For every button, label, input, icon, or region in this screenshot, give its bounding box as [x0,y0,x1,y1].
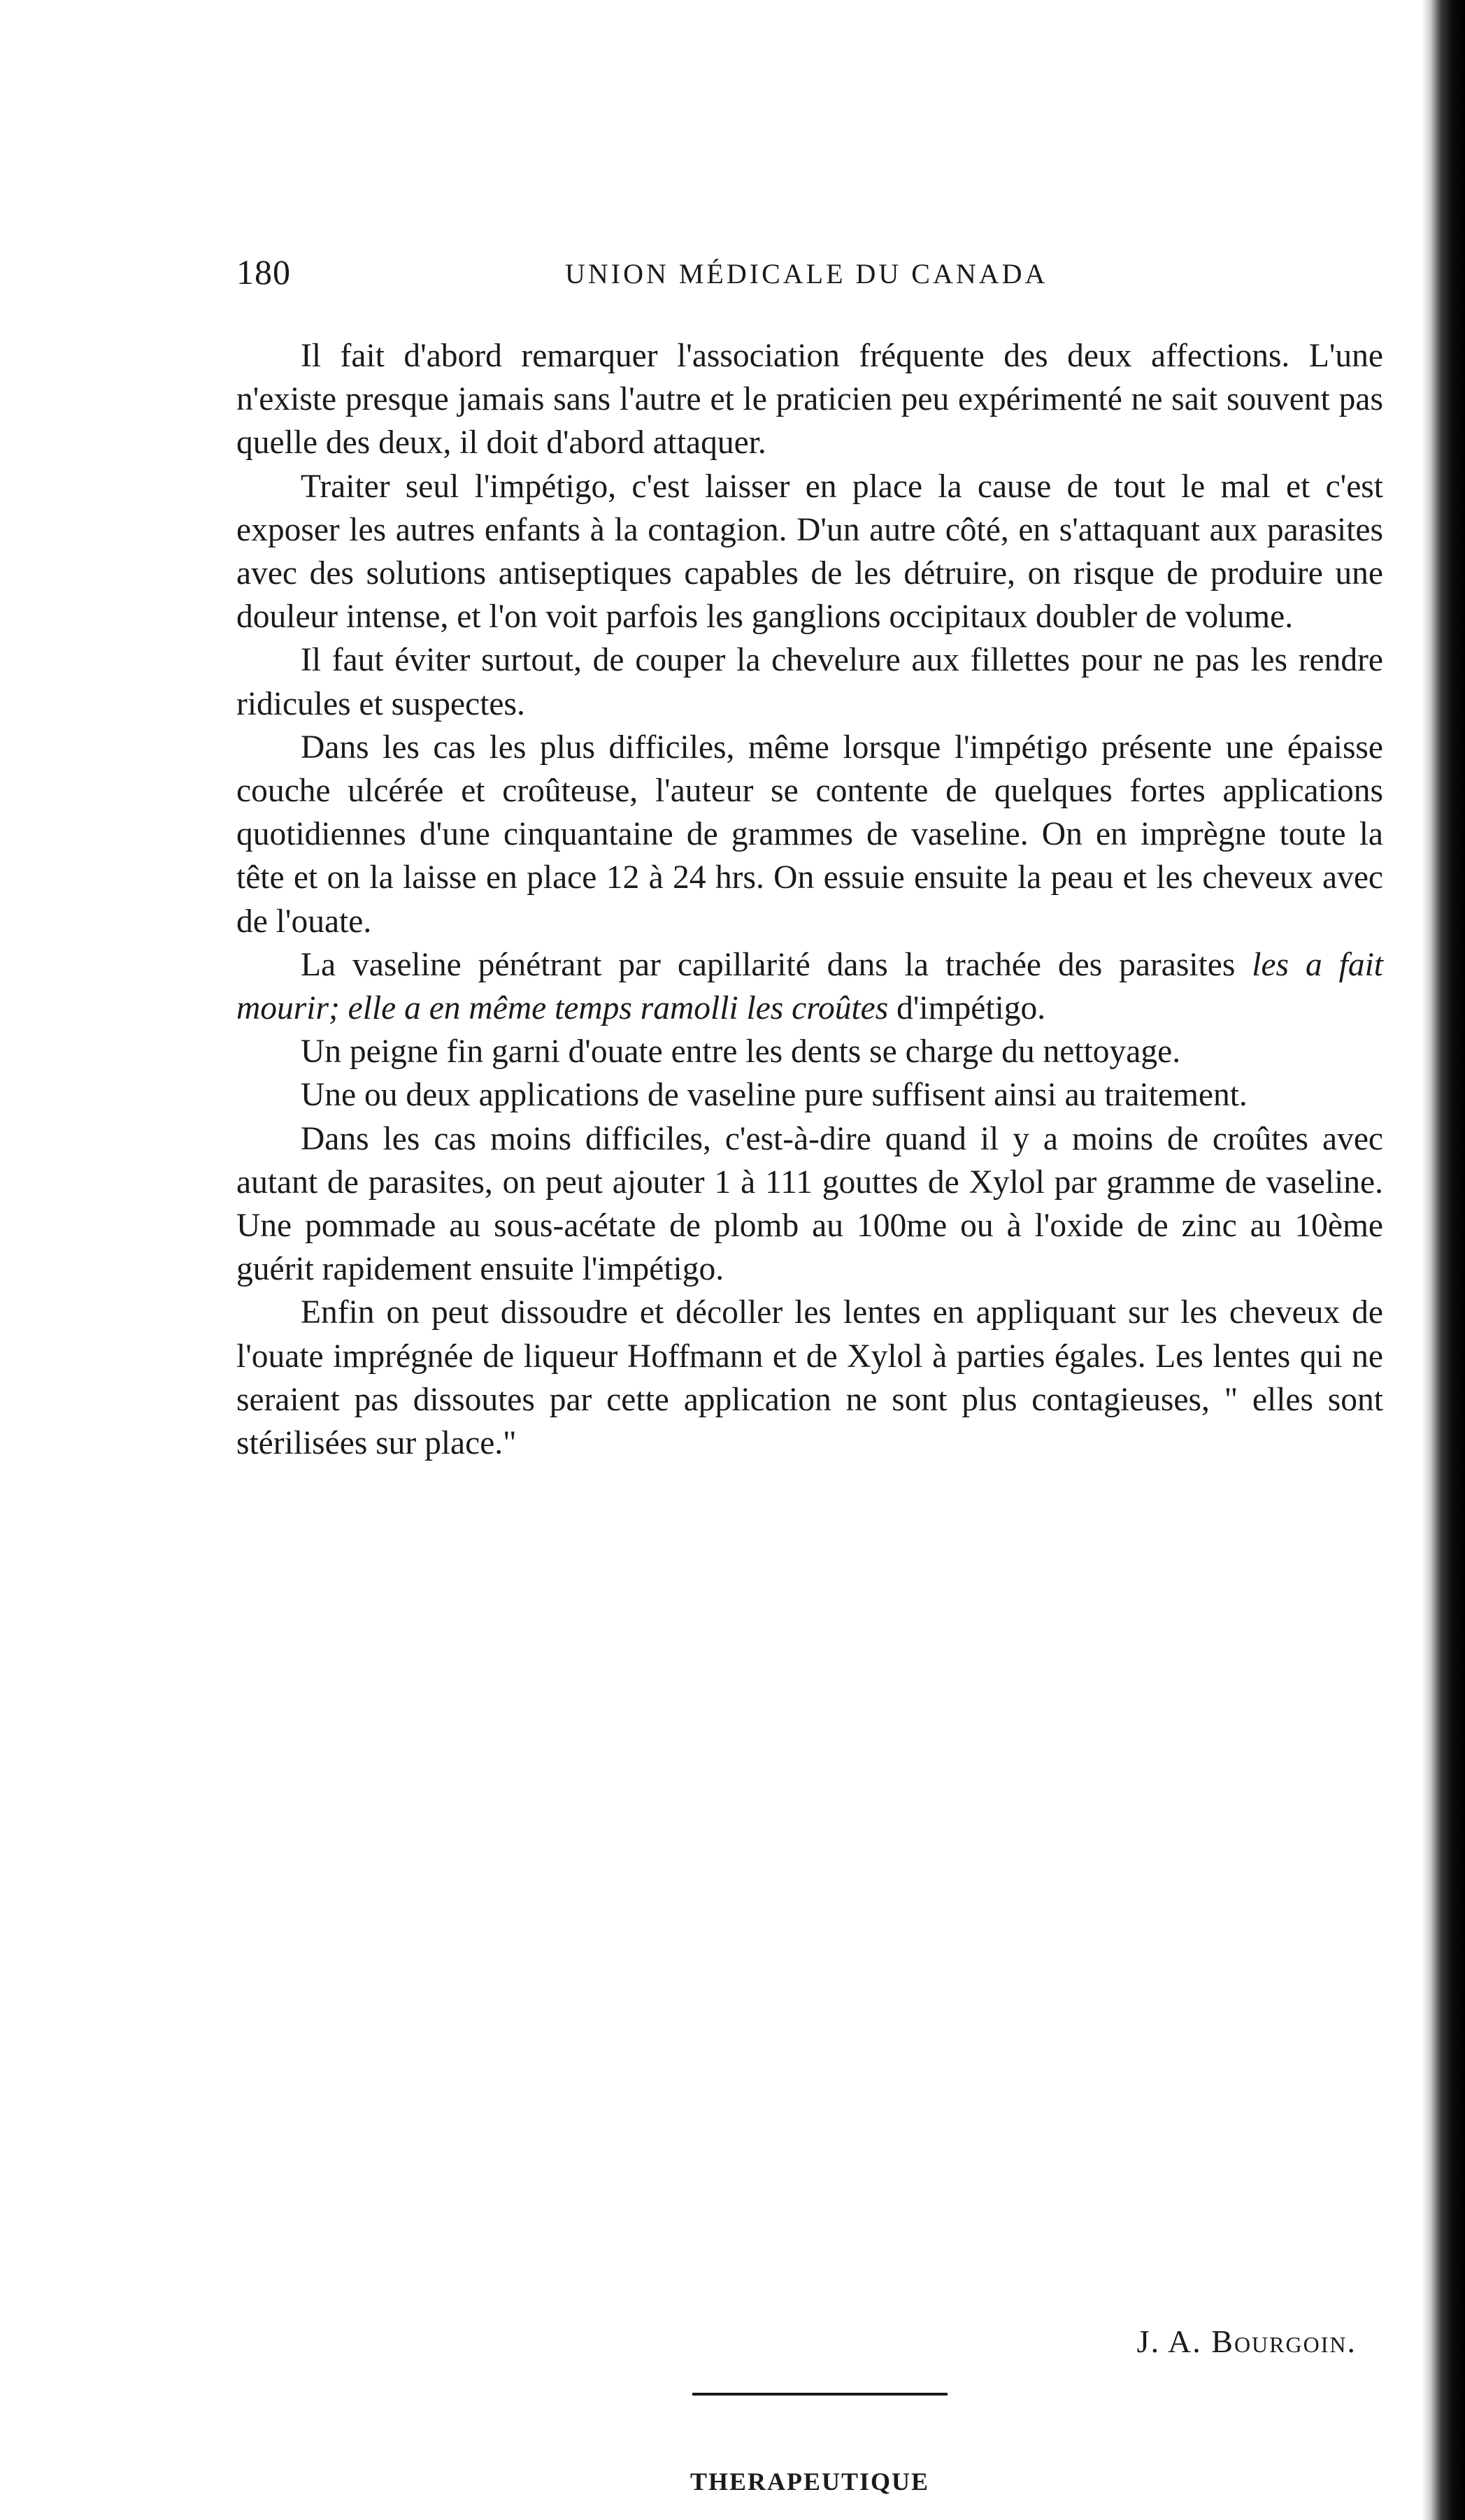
italic-phrase: les a fait mourir; elle a en même temps ramolli les croûtes [236,946,1383,1027]
signature-initials: J. A. [1136,2324,1202,2359]
signature-name: Bourgoin. [1211,2324,1357,2359]
paragraph: Une ou deux applications de vaseline pure suffisent ainsi au traitement. [301,1077,1248,1114]
section-divider [692,2393,948,2396]
page-header [236,252,1369,294]
article-body [236,334,1383,1465]
paragraph-italic-mixed: La vaseline pénétrant par capillarité dans la trachée des parasites les a fait mourir; elle a en même temps ramolli les croûtes d'impétigo. [236,946,1383,1027]
author-signature [1063,2323,1357,2360]
paragraph: Traiter seul l'impétigo, c'est laisser en place la cause de tout le mal et c'est exposer les autres enfants à la contagion. D'un autre côté, en s'attaquant aux parasites avec des solutions antiseptiques capables de les détruire, on risque de produire une douleur intense, et l'on voit parfois les ganglions occipitaux doubler de volume. [236,468,1383,636]
section-heading: THERAPEUTIQUE [689,2468,930,2496]
page-number: 180 [236,252,291,292]
paragraph: Dans les cas les plus difficiles, même lorsque l'impétigo présente une épaisse couche ulcérée et croûteuse, l'auteur se contente de quelques fortes applications quotidiennes d'une cinquantaine de grammes de vaseline. On en imprègne toute la tête et on la laisse en place 12 à 24 hrs. On essuie ensuite la peau et les cheveux avec de l'ouate. [236,729,1383,940]
paragraph: Enfin on peut dissoudre et décoller les lentes en appliquant sur les cheveux de l'ouate imprégnée de liqueur Hoffmann et de Xylol à parties égales. Les lentes qui ne seraient pas dissoutes par cette application ne sont plus contagieuses, " elles sont stérilisées sur place." [236,1294,1383,1462]
paragraph: Il fait d'abord remarquer l'association fréquente des deux affections. L'une n'existe presque jamais sans l'autre et le praticien peu expérimenté ne sait souvent pas quelle des deux, il doit d'abord attaquer. [236,338,1383,461]
running-title: UNION MÉDICALE DU CANADA [565,258,1048,289]
paragraph: Un peigne fin garni d'ouate entre les dents se charge du nettoyage. [301,1033,1181,1071]
paragraph: Il faut éviter surtout, de couper la chevelure aux fillettes pour ne pas les rendre ridicules et suspectes. [236,642,1383,722]
paragraph: Dans les cas moins difficiles, c'est-à-dire quand il y a moins de croûtes avec autant de parasites, on peut ajouter 1 à 111 gouttes de Xylol par gramme de vaseline. Une pommade au sous-acétate de plomb au 100me ou à l'oxide de zinc au 10ème guérit rapidement ensuite l'impétigo. [236,1120,1383,1288]
scan-edge-shadow [1422,0,1465,2520]
